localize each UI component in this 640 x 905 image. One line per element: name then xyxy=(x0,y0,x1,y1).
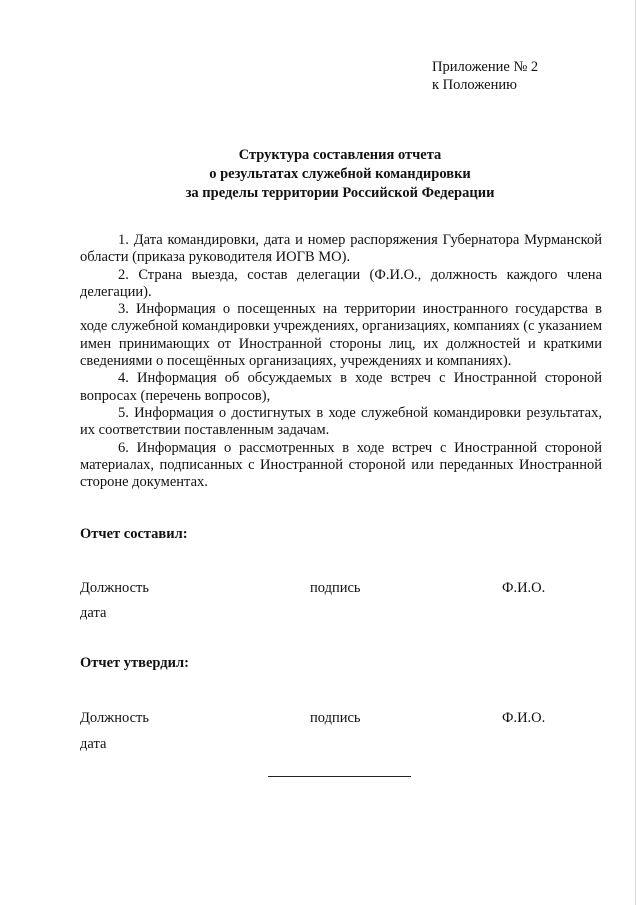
list-item: 2. Страна выезда, состав делегации (Ф.И.О., должность каждого члена делегации). xyxy=(80,266,602,300)
report-items-list xyxy=(80,232,602,491)
list-item: 3. Информация о посещенных на территории иностранного государства в ходе служебной командировки учреждениях, организациях, компаниях (с указанием имен принимающих от Иностранной стороны лиц, их должностей и краткими сведениями о посещённых организациях, учреждениях и компаниях). xyxy=(80,301,602,370)
scan-edge-line xyxy=(635,0,636,905)
compiled-name-label: Ф.И.О. xyxy=(502,580,546,596)
approved-date-label: дата xyxy=(80,736,107,752)
list-item: 1. Дата командировки, дата и номер распоряжения Губернатора Мурманской области (приказа руководителя ИОГВ МО). xyxy=(80,232,602,266)
compiled-by-heading: Отчет составил: xyxy=(80,526,188,542)
title-line-2: о результатах служебной командировки xyxy=(209,166,471,182)
compiled-date-label: дата xyxy=(80,605,107,621)
compiled-signature-label: подпись xyxy=(310,580,361,596)
closing-rule xyxy=(268,776,411,777)
title-line-1: Структура составления отчета xyxy=(238,147,442,163)
appendix-number: Приложение № 2 xyxy=(432,59,539,75)
approved-signature-label: подпись xyxy=(310,710,361,726)
approved-by-heading: Отчет утвердил: xyxy=(80,655,189,671)
document-title xyxy=(80,146,600,203)
list-item: 5. Информация о достигнутых в ходе служебной командировки результатах, их соответствии поставленным задачам. xyxy=(80,404,602,439)
appendix-reference: к Положению xyxy=(432,77,517,93)
appendix-note xyxy=(432,58,538,94)
list-item: 4. Информация об обсуждаемых в ходе встреч с Иностранной стороной вопросах (перечень вопросов), xyxy=(80,370,602,404)
approved-position-label: Должность xyxy=(80,710,149,726)
approved-name-label: Ф.И.О. xyxy=(502,710,546,726)
compiled-position-label: Должность xyxy=(80,580,149,596)
list-item: 6. Информация о рассмотренных в ходе встреч с Иностранной стороной материалах, подписанных с Иностранной стороной или переданных Иностранной стороне документах. xyxy=(80,439,602,491)
title-line-3: за пределы территории Российской Федерации xyxy=(185,185,495,201)
